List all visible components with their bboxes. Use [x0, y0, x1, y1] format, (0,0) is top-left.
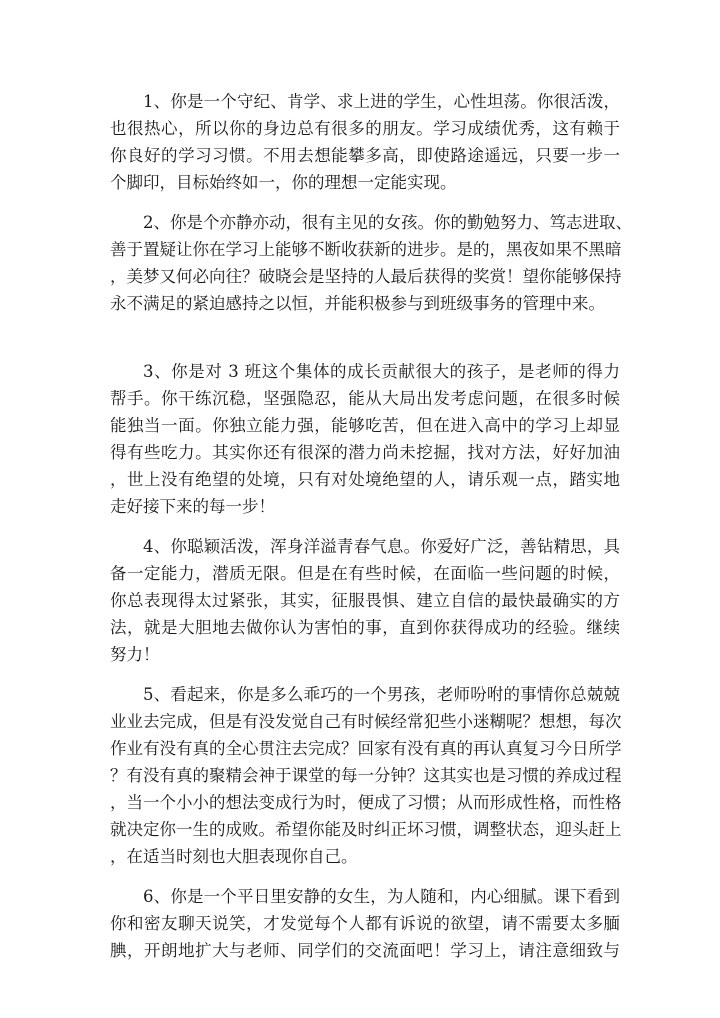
text-line: 业业去完成，但是有没发觉自己有时候经常犯些小迷糊呢？想想，每次	[110, 712, 622, 731]
text-line: 你和密友聊天说笑，才发觉每个人都有诉说的欲望，请不需要太多腼	[110, 914, 620, 933]
text-line: 腆，开朗地扩大与老师、同学们的交流面吧！学习上，请注意细致与	[110, 941, 620, 960]
text-line: ，美梦又何必向往？破晓会是坚持的人最后获得的奖赏！望你能够保持	[110, 267, 622, 286]
text-line: 6、你是一个平日里安静的女生，为人随和，内心细腻。课下看到	[143, 887, 620, 906]
text-line: 努力！	[110, 645, 160, 664]
comment-paragraph-1	[110, 88, 620, 196]
text-line: 个脚印，目标始终如一，你的理想一定能实现。	[110, 173, 457, 192]
text-line: 2、你是个亦静亦动，很有主见的女孩。你的勤勉努力、笃志进取、	[143, 213, 632, 232]
text-line: ，当一个小小的想法变成行为时，便成了习惯；从而形成性格，而性格	[110, 793, 622, 812]
text-line: 就决定你一生的成败。希望你能及时纠正坏习惯，调整状态，迎头赶上	[110, 820, 622, 839]
text-line: 善于置疑让你在学习上能够不断收获新的进步。是的，黑夜如果不黑暗	[110, 240, 622, 259]
text-line: 你总表现得太过紧张，其实，征服畏惧、建立自信的最快最确实的方	[110, 591, 620, 610]
text-line: 5、看起来，你是多么乖巧的一个男孩，老师吩咐的事情你总兢兢	[143, 685, 620, 704]
comment-paragraph-4	[110, 533, 620, 668]
text-line: 作业有没有真的全心贯注去完成？回家有没有真的再认真复习今日所学	[110, 739, 622, 758]
comment-paragraph-2	[110, 209, 632, 317]
document-page	[110, 88, 632, 977]
comment-paragraph-6	[110, 883, 620, 964]
text-line: 帮手。你干练沉稳，坚强隐忍，能从大局出发考虑问题，在很多时候	[110, 389, 620, 408]
comment-paragraph-5	[110, 681, 620, 870]
text-line: ，世上没有绝望的处境，只有对处境绝望的人，请乐观一点，踏实地	[110, 470, 620, 489]
text-line: 1、你是一个守纪、肯学、求上进的学生，心性坦荡。你很活泼，	[143, 92, 620, 111]
text-line: 3、你是对 3 班这个集体的成长贡献很大的孩子，是老师的得力	[143, 362, 620, 381]
text-line: ，在适当时刻也大胆表现你自己。	[110, 847, 358, 866]
text-line: 走好接下来的每一步！	[110, 497, 275, 516]
comment-paragraph-3	[110, 358, 620, 520]
text-line: 得有些吃力。其实你还有很深的潜力尚未挖掘，找对方法，好好加油	[110, 443, 620, 462]
text-line: 也很热心，所以你的身边总有很多的朋友。学习成绩优秀，这有赖于	[110, 119, 620, 138]
text-line: 你良好的学习习惯。不用去想能攀多高，即使路途遥远，只要一步一	[110, 146, 620, 165]
text-line: 永不满足的紧迫感持之以恒，并能积极参与到班级事务的管理中来。	[110, 294, 605, 313]
text-line: ？有没有真的聚精会神于课堂的每一分钟？这其实也是习惯的养成过程	[110, 766, 622, 785]
text-line: 能独当一面。你独立能力强，能够吃苦，但在进入高中的学习上却显	[110, 416, 620, 435]
text-line: 备一定能力，潜质无限。但是在有些时候，在面临一些问题的时候，	[110, 564, 620, 583]
text-line: 法，就是大胆地去做你认为害怕的事，直到你获得成功的经验。继续	[110, 618, 620, 637]
text-line: 4、你聪颖活泼，浑身洋溢青春气息。你爱好广泛，善钻精思，具	[143, 537, 620, 556]
